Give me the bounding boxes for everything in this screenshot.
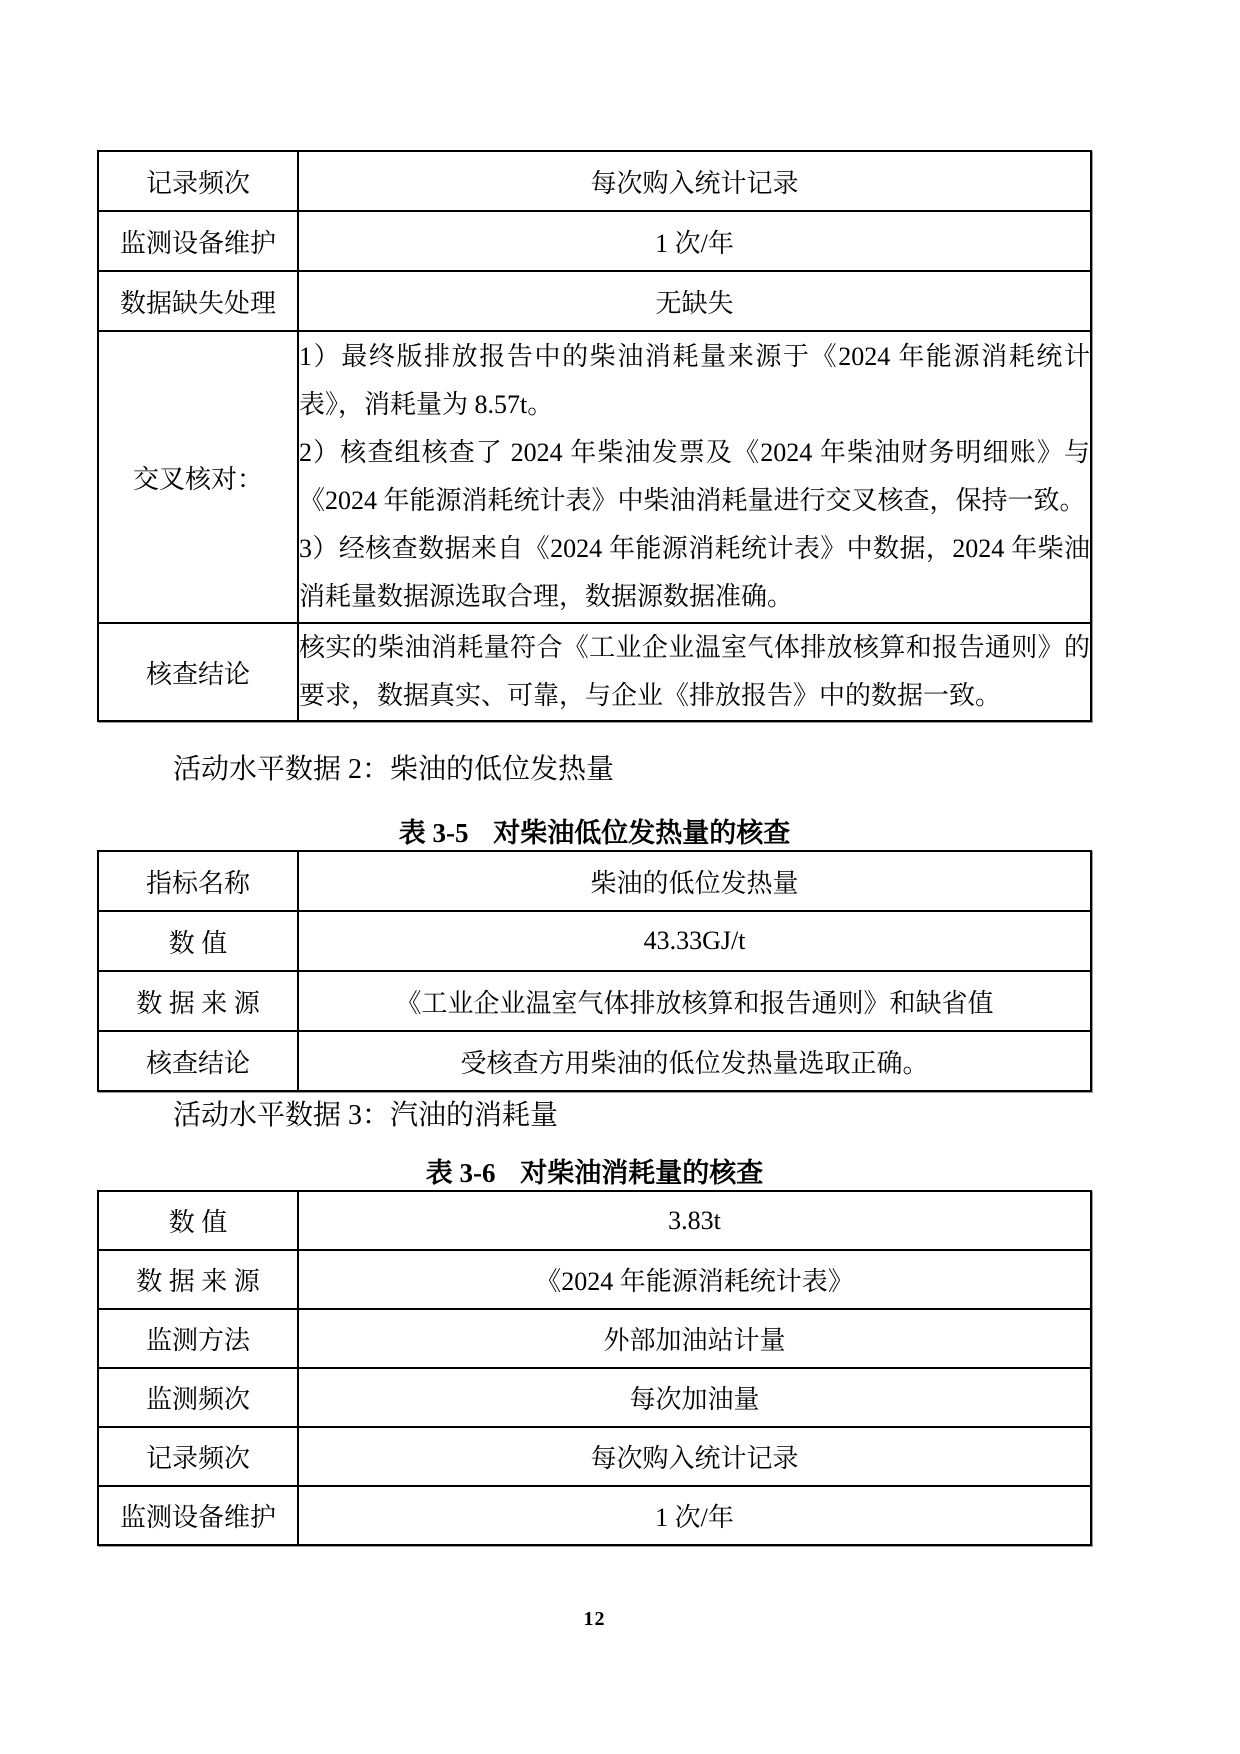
- table-3-5-caption: [97, 816, 1092, 850]
- table-3-6-caption: [97, 1156, 1092, 1190]
- row-value-numeric-value: 3.83t: [298, 1191, 1091, 1250]
- table-row: [98, 851, 1091, 911]
- row-value-verification-conclusion: [298, 623, 1091, 721]
- table-3-5-caption-number: 表 3-5: [398, 818, 469, 848]
- table-row: [98, 271, 1091, 331]
- row-label-numeric-value: 数 值: [98, 911, 298, 971]
- row-label-data-source: 数 据 来 源: [98, 1250, 298, 1309]
- row-label-monitoring-method: 监测方法: [98, 1309, 298, 1368]
- row-label-data-source: 数 据 来 源: [98, 971, 298, 1031]
- table-row: [98, 1309, 1091, 1368]
- table-row: [98, 151, 1091, 211]
- activity-level-heading-3: 活动水平数据 3：汽油的消耗量: [173, 1100, 559, 1131]
- table-row: [98, 911, 1091, 971]
- table-row: [98, 971, 1091, 1031]
- table-row: [98, 331, 1091, 623]
- row-label-equipment-maintenance: 监测设备维护: [98, 211, 298, 271]
- page-number: 12: [583, 1608, 606, 1630]
- cross-check-item-1: 1）最终版排放报告中的柴油消耗量来源于《2024 年能源消耗统计表》，消耗量为 8.57t。: [299, 342, 1090, 419]
- cross-check-item-3: 3）经核查数据来自《2024 年能源消耗统计表》中数据，2024 年柴油消耗量数据源选取合理，数据源数据准确。: [299, 534, 1090, 611]
- row-value-equipment-maintenance: 1 次/年: [298, 1486, 1091, 1545]
- row-label-verification-conclusion: 核查结论: [98, 623, 298, 721]
- row-value-monitoring-frequency: 每次加油量: [298, 1368, 1091, 1427]
- cross-check-item-2: 2）核查组核查了 2024 年柴油发票及《2024 年柴油财务明细账》与《2024 年能源消耗统计表》中柴油消耗量进行交叉核查，保持一致。: [299, 438, 1090, 515]
- row-value-data-source: 《2024 年能源消耗统计表》: [298, 1250, 1091, 1309]
- table-row: [98, 1486, 1091, 1545]
- row-label-verification-conclusion: 核查结论: [98, 1031, 298, 1091]
- row-label-missing-data: 数据缺失处理: [98, 271, 298, 331]
- table-row: [98, 623, 1091, 721]
- row-label-monitoring-frequency: 监测频次: [98, 1368, 298, 1427]
- row-value-verification-conclusion: 受核查方用柴油的低位发热量选取正确。: [298, 1031, 1091, 1091]
- table-row: [98, 211, 1091, 271]
- row-label-equipment-maintenance: 监测设备维护: [98, 1486, 298, 1545]
- diesel-consumption-verification-table: [97, 150, 1092, 722]
- diesel-calorific-value-table: [97, 850, 1092, 1092]
- table-row: [98, 1368, 1091, 1427]
- row-value-monitoring-method: 外部加油站计量: [298, 1309, 1091, 1368]
- table-row: [98, 1427, 1091, 1486]
- table-row: [98, 1250, 1091, 1309]
- row-value-equipment-maintenance: 1 次/年: [298, 211, 1091, 271]
- row-value-cross-check: [298, 331, 1091, 623]
- table-3-6-caption-number: 表 3-6: [425, 1158, 496, 1188]
- row-label-indicator-name: 指标名称: [98, 851, 298, 911]
- row-value-record-frequency: 每次购入统计记录: [298, 151, 1091, 211]
- row-label-cross-check: 交叉核对：: [98, 331, 298, 623]
- activity-level-heading-2: 活动水平数据 2：柴油的低位发热量: [173, 754, 615, 785]
- table-3-6-caption-title: 对柴油消耗量的核查: [520, 1158, 764, 1188]
- conclusion-text: 核实的柴油消耗量符合《工业企业温室气体排放核算和报告通则》的要求，数据真实、可靠，与企业《排放报告》中的数据一致。: [299, 633, 1090, 710]
- row-value-indicator-name: 柴油的低位发热量: [298, 851, 1091, 911]
- row-label-record-frequency: 记录频次: [98, 1427, 298, 1486]
- table-row: [98, 1191, 1091, 1250]
- row-value-numeric-value: 43.33GJ/t: [298, 911, 1091, 971]
- row-value-data-source: 《工业企业温室气体排放核算和报告通则》和缺省值: [298, 971, 1091, 1031]
- table-3-5-caption-title: 对柴油低位发热量的核查: [493, 818, 791, 848]
- page-content: [97, 150, 1092, 1631]
- table-row: [98, 1031, 1091, 1091]
- gasoline-consumption-table: [97, 1190, 1092, 1546]
- row-value-record-frequency: 每次购入统计记录: [298, 1427, 1091, 1486]
- row-label-numeric-value: 数 值: [98, 1191, 298, 1250]
- row-label-record-frequency: 记录频次: [98, 151, 298, 211]
- row-value-missing-data: 无缺失: [298, 271, 1091, 331]
